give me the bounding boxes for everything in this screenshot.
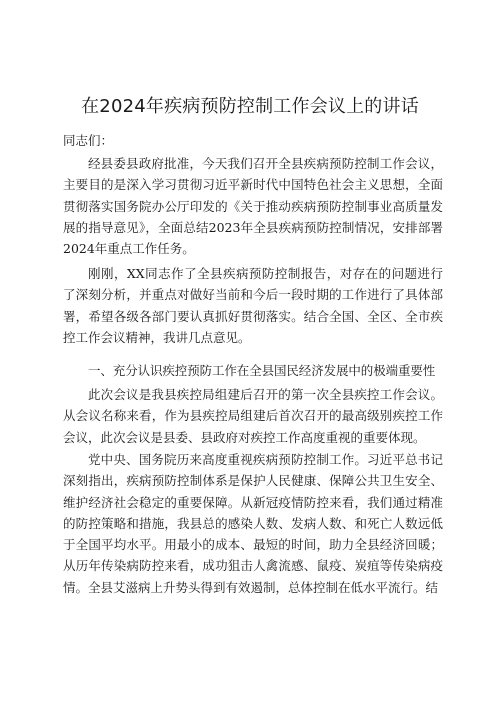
document-title: 在2024年疾病预防控制工作会议上的讲话 xyxy=(81,96,419,117)
section-heading: 一、充分认识疾控预防工作在全县国民经济发展中的极端重要性 xyxy=(88,363,436,378)
paragraph-meeting: 此次会议是我县疾控局组建后召开的第一次全县疾控工作会议。从会议名称来看，作为县疾控局组建后首次召开的最高级别疾控工作会议，此次会议是县委、县政府对疾控工作高度重视的重要体现。 xyxy=(63,387,443,445)
paragraph-report: 刚刚，XX同志作了全县疾病预防控制报告，对存在的问题进行了深刻分析，并重点对做好当前和今后一段时期的工作进行了具体部署，希望各级各部门要认真抓好贯彻落实。结合全国、全区、全市疾控工作会议精神，我讲几点意见。 xyxy=(63,266,443,345)
salutation: 同志们： xyxy=(63,133,114,148)
paragraph-intro: 经县委县政府批准，今天我们召开全县疾病预防控制工作会议，主要目的是深入学习贯彻习近平新时代中国特色社会主义思想，全面贯彻落实国务院办公厅印发的《关于推动疾病预防控制事业高质量发展的指导意见》，全面总结2023年全县疾病预防控制情况，安排部署2024年重点工作任务。 xyxy=(63,156,443,257)
paragraph-policy: 党中央、国务院历来高度重视疾病预防控制工作。习近平总书记深刻指出，疾病预防控制体系是保护人民健康、保障公共卫生安全、维护经济社会稳定的重要保障。从新冠疫情防控来看，我们通过精准的防控策略和措施，我县总的感染人数、发病人数、和死亡人数远低于全国平均水平。用最小的成本、最短的时间，助力全县经济回暖；从历年传染病防控来看，成功狙击人禽流感、鼠疫、炭疽等传染病疫情。全县艾滋病上升势头得到有效遏制，总体控制在低水平流行。结 xyxy=(63,452,443,595)
